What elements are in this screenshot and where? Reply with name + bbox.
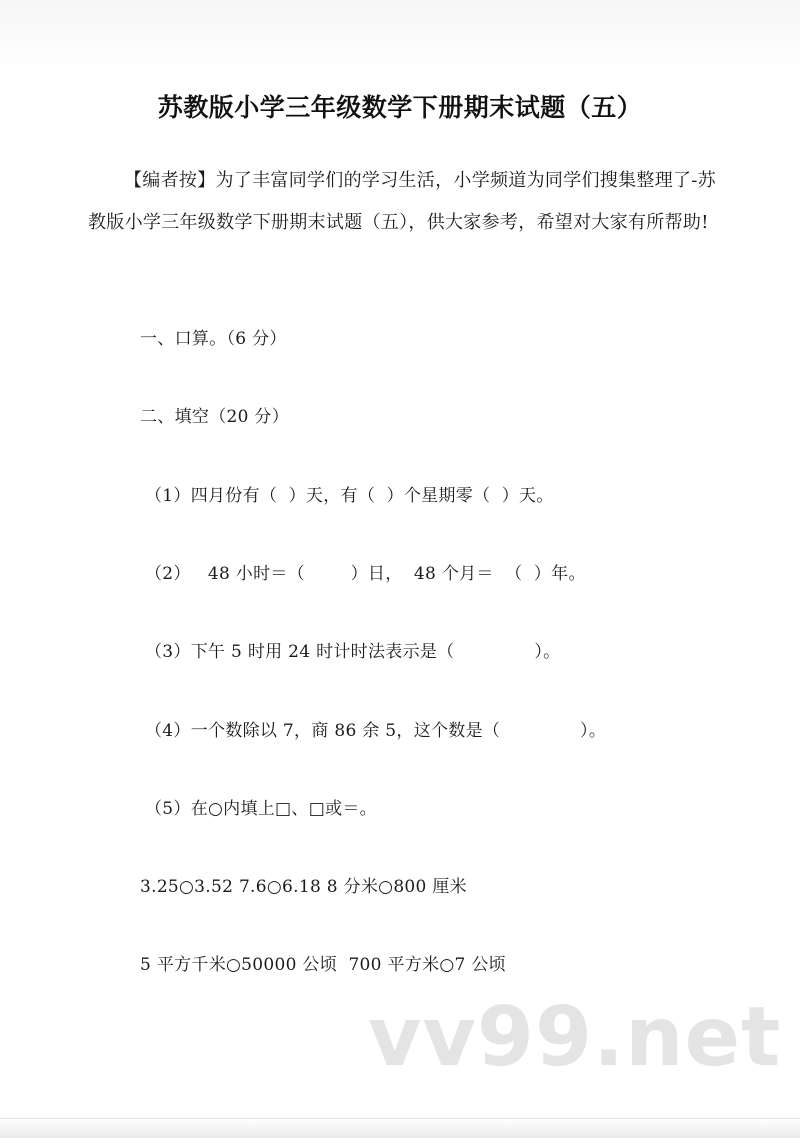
editor-note-paragraph: 【编者按】为了丰富同学们的学习生活，小学频道为同学们搜集整理了-苏教版小学三年级数学下册期末试题（五），供大家参考，希望对大家有所帮助! — [88, 170, 716, 233]
section-oral-calculation: 一、口算。（6 分） — [140, 329, 287, 349]
site-watermark: vv99.net — [368, 990, 782, 1085]
page-title: 苏教版小学三年级数学下册期末试题（五） — [157, 93, 643, 122]
comparison-row-1: 3.25○3.52 7.6○6.18 8 分米○800 厘米 — [140, 877, 467, 897]
question-3: （3）下午 5 时用 24 时计时法表示是（ ）。 — [145, 642, 561, 662]
question-5: （5）在○内填上□、□或＝。 — [145, 799, 377, 819]
section-fill-in-blank: 二、填空（20 分） — [140, 407, 290, 427]
question-4: （4）一个数除以 7，商 86 余 5，这个数是（ ）。 — [145, 721, 607, 741]
page-top-shadow — [0, 0, 800, 70]
comparison-row-2: 5 平方千米○50000 公顷 700 平方米○7 公顷 — [140, 955, 506, 975]
question-2: （2） 48 小时＝（ ）日， 48 个月＝ （ ）年。 — [145, 564, 586, 584]
page-bottom-edge — [0, 1118, 800, 1138]
question-1: （1）四月份有（ ）天，有（ ）个星期零（ ）天。 — [145, 486, 554, 506]
